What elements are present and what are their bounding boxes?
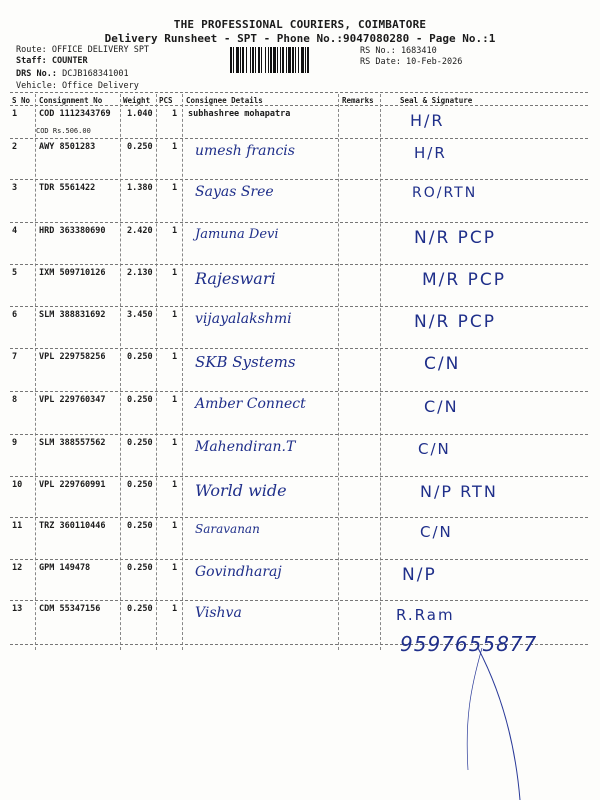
barcode-bar: [261, 47, 262, 73]
row-pcs: 1: [172, 604, 178, 614]
row-sno: 2: [12, 142, 18, 152]
barcode-bar: [273, 47, 276, 73]
barcode-bar: [252, 47, 254, 73]
row-consignee-handwritten: Jamuna Devi: [195, 227, 279, 242]
row-consignment-no: AWY 8501283: [39, 142, 96, 152]
row-sno: 3: [12, 183, 18, 193]
row-signature-handwritten: N/R PCP: [414, 228, 497, 248]
row-consignment-no: CDM 55347156: [39, 604, 101, 614]
barcode-bar: [265, 47, 266, 73]
row-cod-note: COD Rs.506.00: [36, 127, 91, 135]
barcode-bar: [242, 47, 244, 73]
barcode-bar: [307, 47, 309, 73]
row-separator: [10, 517, 588, 518]
barcode-bar: [258, 47, 260, 73]
row-weight: 1.380: [127, 183, 153, 193]
barcode-bar: [230, 47, 232, 73]
row-consignee-handwritten: Mahendiran.T: [195, 439, 296, 455]
row-signature-handwritten: N/R PCP: [414, 312, 497, 332]
row-consignment-no: HRD 363380690: [39, 226, 106, 236]
row-pcs: 1: [172, 183, 178, 193]
barcode-bar: [292, 47, 294, 73]
row-sno: 13: [12, 604, 23, 614]
row-weight: 1.040: [127, 109, 153, 119]
row-pcs: 1: [172, 268, 178, 278]
receiver-phone-handwritten: 9597655877: [400, 632, 538, 656]
runsheet-subtitle: Delivery Runsheet - SPT - Phone No.:9047080280 - Page No.:1: [104, 32, 496, 45]
row-weight: 0.250: [127, 604, 153, 614]
row-signature-handwritten: N/P: [402, 565, 437, 585]
col-consignment: Consignment No: [39, 96, 103, 105]
row-consignment-no: GPM 149478: [39, 563, 91, 573]
row-pcs: 1: [172, 142, 178, 152]
row-pcs: 1: [172, 109, 178, 119]
row-consignment-no: VPL 229760991: [39, 480, 106, 490]
barcode-bar: [236, 47, 239, 73]
row-sno: 10: [12, 480, 23, 490]
row-signature-handwritten: H/R: [410, 111, 445, 130]
barcode-bar: [288, 47, 291, 73]
staff-line: [16, 56, 88, 67]
col-remarks: Remarks: [342, 96, 374, 105]
row-pcs: 1: [172, 352, 178, 362]
row-separator: [10, 476, 588, 477]
row-consignment-no: VPL 229758256: [39, 352, 106, 362]
row-sno: 5: [12, 268, 18, 278]
row-consignee-handwritten: Sayas Sree: [195, 184, 274, 200]
row-weight: 2.130: [127, 268, 153, 278]
row-consignment-no: TRZ 360110446: [39, 521, 106, 531]
staff-label: Staff:: [16, 56, 47, 66]
row-consignment-no: VPL 229760347: [39, 395, 106, 405]
col-divider: [120, 94, 121, 650]
barcode-bar: [280, 47, 281, 73]
row-separator: [10, 348, 588, 349]
row-signature-handwritten: C/N: [424, 354, 461, 374]
barcode-bar: [301, 47, 304, 73]
row-weight: 0.250: [127, 563, 153, 573]
row-separator: [10, 306, 588, 307]
row-signature-handwritten: C/N: [424, 397, 459, 416]
header-rule-top: [10, 92, 588, 93]
route-label: Route: OFFICE DELIVERY SPT: [16, 45, 150, 55]
company-title: THE PROFESSIONAL COURIERS, COIMBATORE: [173, 18, 427, 31]
barcode-bar: [233, 47, 234, 73]
barcode-bar: [295, 47, 296, 73]
row-consignment-no: IXM 509710126: [39, 268, 106, 278]
row-consignee-handwritten: Vishva: [195, 605, 242, 621]
row-consignment-no: SLM 388831692: [39, 310, 106, 320]
rs-number: RS No.: 1683410: [360, 46, 437, 56]
row-weight: 2.420: [127, 226, 153, 236]
row-consignment-no: TDR 5561422: [39, 183, 96, 193]
barcode-bar: [268, 47, 269, 73]
row-consignee-handwritten: Saravanan: [195, 522, 260, 536]
row-consignee-handwritten: Amber Connect: [195, 396, 306, 412]
row-consignee-handwritten: Govindharaj: [195, 564, 282, 580]
col-signature: Seal & Signature: [400, 96, 473, 105]
row-consignee-handwritten: SKB Systems: [195, 353, 296, 371]
col-divider: [182, 94, 183, 650]
row-pcs: 1: [172, 480, 178, 490]
row-weight: 0.250: [127, 480, 153, 490]
row-separator: [10, 138, 588, 139]
vehicle-label: Vehicle: Office Delivery: [16, 81, 139, 91]
row-pcs: 1: [172, 563, 178, 573]
row-signature-handwritten: H/R: [414, 144, 447, 162]
col-sno: S No: [12, 96, 31, 105]
barcode-bar: [255, 47, 256, 73]
row-consignment-no: COD 1112343769: [39, 109, 111, 119]
row-separator: [10, 222, 588, 223]
drs-label: DRS No.:: [16, 69, 57, 79]
row-separator: [10, 179, 588, 180]
row-separator: [10, 559, 588, 560]
barcode-bar: [286, 47, 287, 73]
row-weight: 0.250: [127, 352, 153, 362]
row-weight: 0.250: [127, 395, 153, 405]
row-consignment-no: SLM 388557562: [39, 438, 106, 448]
col-consignee: Consignee Details: [186, 96, 263, 105]
row-pcs: 1: [172, 438, 178, 448]
row-consignee-handwritten: vijayalakshmi: [195, 311, 292, 327]
row-consignee: subhashree mohapatra: [188, 109, 291, 119]
header-rule-bottom: [10, 105, 588, 106]
col-divider: [338, 94, 339, 650]
row-pcs: 1: [172, 310, 178, 320]
barcode-bar: [298, 47, 299, 73]
barcode-graphic: [230, 47, 355, 73]
drs-value: DCJB168341001: [62, 69, 129, 79]
row-sno: 11: [12, 521, 23, 531]
rs-date: RS Date: 10-Feb-2026: [360, 57, 463, 67]
staff-value: COUNTER: [51, 56, 88, 66]
col-pcs: PCS: [159, 96, 173, 105]
barcode-bar: [240, 47, 241, 73]
row-consignee-handwritten: World wide: [195, 481, 287, 500]
row-separator: [10, 434, 588, 435]
row-separator: [10, 264, 588, 265]
row-weight: 0.250: [127, 142, 153, 152]
col-weight: Weight: [123, 96, 151, 105]
row-signature-handwritten: C/N: [418, 440, 451, 458]
row-consignee-handwritten: Rajeswari: [195, 269, 276, 288]
row-sno: 9: [12, 438, 18, 448]
barcode-bar: [305, 47, 306, 73]
row-signature-handwritten: C/N: [420, 523, 453, 541]
row-sno: 12: [12, 563, 23, 573]
barcode-bar: [270, 47, 272, 73]
row-pcs: 1: [172, 521, 178, 531]
barcode-bar: [250, 47, 251, 73]
row-signature-handwritten: M/R PCP: [422, 270, 506, 290]
row-weight: 3.450: [127, 310, 153, 320]
row-sno: 4: [12, 226, 18, 236]
row-sno: 1: [12, 109, 18, 119]
row-pcs: 1: [172, 395, 178, 405]
row-separator: [10, 391, 588, 392]
col-divider: [380, 94, 381, 650]
row-consignee-handwritten: umesh francis: [195, 143, 295, 159]
barcode-bar: [282, 47, 284, 73]
row-weight: 0.250: [127, 438, 153, 448]
barcode-bar: [277, 47, 278, 73]
row-weight: 0.250: [127, 521, 153, 531]
row-pcs: 1: [172, 226, 178, 236]
row-sno: 8: [12, 395, 18, 405]
row-signature-handwritten: R.Ram: [396, 606, 455, 624]
row-signature-handwritten: N/P RTN: [420, 482, 498, 501]
row-sno: 6: [12, 310, 18, 320]
col-divider: [35, 94, 36, 650]
row-separator: [10, 600, 588, 601]
row-signature-handwritten: RO/RTN: [412, 185, 478, 201]
drs-line: [16, 69, 129, 80]
barcode-bar: [246, 47, 247, 73]
row-sno: 7: [12, 352, 18, 362]
col-divider: [156, 94, 157, 650]
